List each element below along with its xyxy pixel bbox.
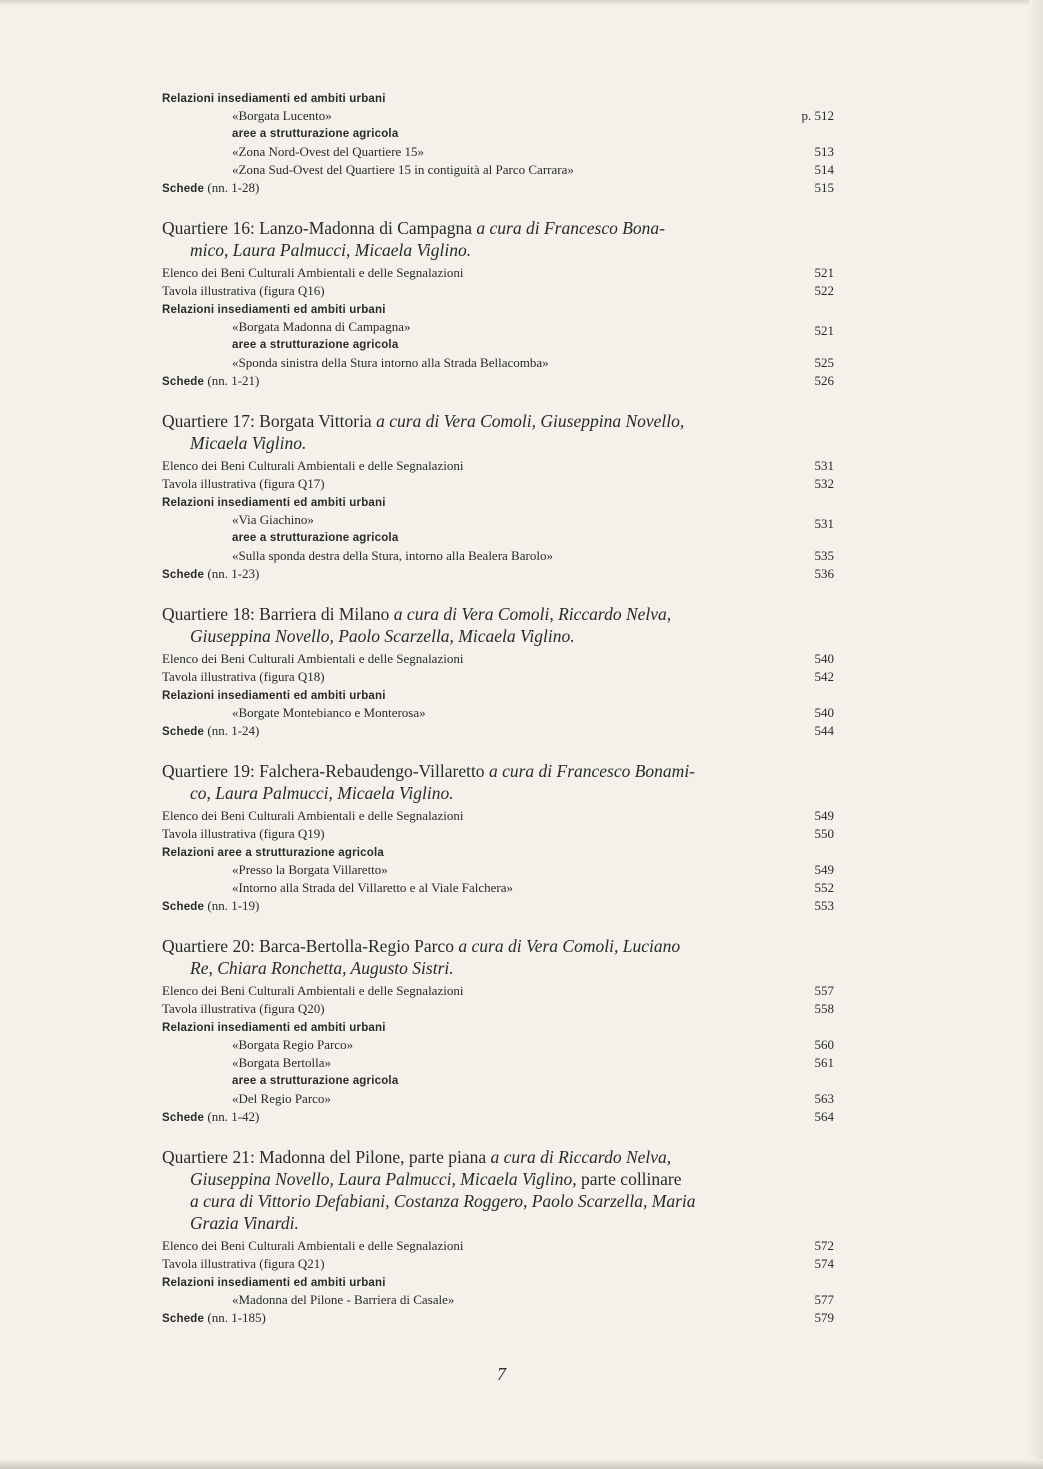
toc-entry-page: 550 [814, 826, 834, 841]
table-of-contents [162, 89, 834, 1327]
relazioni-sub-label: insediamenti ed ambiti urbani [217, 1277, 386, 1289]
section-curators-cont: Giuseppina Novello, Paolo Scarzella, Micaela Viglino. [190, 626, 575, 646]
toc-section-q18 [162, 603, 834, 740]
toc-entry-schede [162, 565, 834, 583]
toc-entry-text: «Zona Sud-Ovest del Quartiere 15 in contiguità al Parco Carrara» [232, 162, 574, 177]
toc-entry-page: 560 [814, 1037, 834, 1052]
relazioni-sub-label: insediamenti ed ambiti urbani [217, 497, 386, 509]
section-curators-cont: Micaela Viglino. [190, 433, 307, 453]
toc-section-q17 [162, 410, 834, 583]
toc-entry-page: 521 [814, 265, 834, 280]
schede-label: Schede [162, 183, 205, 195]
toc-entry-text: Elenco dei Beni Culturali Ambientali e delle Segnalazioni [162, 651, 464, 666]
section-title: Quartiere 18: Barriera di Milano [162, 604, 390, 624]
toc-entry [162, 1054, 834, 1072]
toc-entry-page: 535 [814, 548, 834, 563]
toc-entry-text: «Sponda sinistra della Stura intorno alla Strada Bellacomba» [232, 355, 549, 370]
section-title: Quartiere 16: Lanzo-Madonna di Campagna [162, 218, 473, 238]
toc-entry-page: 549 [814, 862, 834, 877]
toc-entry-page: 542 [814, 669, 834, 684]
toc-entry [162, 1090, 834, 1108]
toc-entry-page: 531 [814, 458, 834, 473]
toc-entry-text: Tavola illustrativa (figura Q20) [162, 1001, 325, 1016]
schede-label: Schede [162, 569, 205, 581]
aree-label: aree a strutturazione agricola [232, 128, 399, 140]
page-edge-right [1029, 0, 1043, 1469]
toc-entry-text: Tavola illustrativa (figura Q18) [162, 669, 325, 684]
toc-entry-text: «Borgata Madonna di Campagna» [232, 319, 411, 334]
toc-entry-page: 540 [814, 651, 834, 666]
toc-entry-page: 544 [814, 723, 834, 738]
toc-entry-page: 558 [814, 1001, 834, 1016]
section-curators: a cura di Vera Comoli, Riccardo Nelva, [393, 604, 672, 624]
toc-section-q16 [162, 217, 834, 390]
section-title: Quartiere 19: Falchera-Rebaudengo-Villaretto [162, 761, 485, 781]
relazioni-sub-label: insediamenti ed ambiti urbani [217, 304, 386, 316]
toc-entry-schede [162, 372, 834, 390]
toc-entry-text: Elenco dei Beni Culturali Ambientali e delle Segnalazioni [162, 808, 464, 823]
toc-entry [162, 1237, 834, 1255]
toc-entry-page: 552 [814, 880, 834, 895]
toc-entry [162, 300, 834, 318]
relazioni-sub-label: insediamenti ed ambiti urbani [217, 690, 386, 702]
schede-range: (nn. 1-19) [207, 898, 260, 913]
toc-entry [162, 125, 834, 143]
toc-entry-page: 564 [814, 1109, 834, 1124]
toc-entry-page: p. 512 [801, 108, 834, 123]
toc-entry [162, 861, 834, 879]
section-heading [162, 603, 834, 647]
toc-entry-page: 531 [814, 516, 834, 531]
toc-entry [162, 1000, 834, 1018]
toc-entry [162, 336, 834, 354]
section-curators-cont: co, Laura Palmucci, Micaela Viglino. [190, 783, 454, 803]
toc-entry [162, 511, 834, 529]
schede-label: Schede [162, 1112, 205, 1124]
toc-entry [162, 264, 834, 282]
toc-entry-text: Elenco dei Beni Culturali Ambientali e delle Segnalazioni [162, 265, 464, 280]
toc-entry [162, 650, 834, 668]
schede-range: (nn. 1-24) [207, 723, 260, 738]
toc-entry [162, 354, 834, 372]
schede-label: Schede [162, 376, 205, 388]
toc-entry-page: 553 [814, 898, 834, 913]
toc-entry [162, 107, 834, 125]
schede-range: (nn. 1-185) [207, 1310, 266, 1325]
toc-entry-page: 549 [814, 808, 834, 823]
toc-entry-page: 525 [814, 355, 834, 370]
toc-entry-text: Tavola illustrativa (figura Q21) [162, 1256, 325, 1271]
section-heading [162, 1146, 834, 1234]
section-curators: a cura di Francesco Bonami- [488, 761, 696, 781]
aree-label: aree a strutturazione agricola [232, 532, 399, 544]
aree-label: aree a strutturazione agricola [232, 339, 399, 351]
page-edge-bottom [0, 1459, 1043, 1469]
toc-entry [162, 161, 834, 179]
section-title: Quartiere 17: Borgata Vittoria [162, 411, 372, 431]
toc-entry-page: 561 [814, 1055, 834, 1070]
schede-range: (nn. 1-23) [207, 566, 260, 581]
toc-entry-page: 513 [814, 144, 834, 159]
toc-entry-page: 540 [814, 705, 834, 720]
toc-entry [162, 1036, 834, 1054]
schede-label: Schede [162, 901, 205, 913]
section-heading [162, 410, 834, 454]
toc-section-continued [162, 89, 834, 197]
toc-entry-schede [162, 897, 834, 915]
toc-entry-text: Tavola illustrativa (figura Q17) [162, 476, 325, 491]
schede-label: Schede [162, 726, 205, 738]
relazioni-label: Relazioni [162, 690, 215, 702]
toc-entry-text: «Borgata Lucento» [232, 108, 332, 123]
toc-entry [162, 1072, 834, 1090]
toc-entry-text: «Borgata Regio Parco» [232, 1037, 354, 1052]
relazioni-sub-label: insediamenti ed ambiti urbani [217, 93, 386, 105]
section-title: Quartiere 21: Madonna del Pilone, parte piana [162, 1147, 487, 1167]
toc-entry-page: 574 [814, 1256, 834, 1271]
schede-range: (nn. 1-21) [207, 373, 260, 388]
toc-entry-text: Tavola illustrativa (figura Q16) [162, 283, 325, 298]
toc-entry-text: Elenco dei Beni Culturali Ambientali e delle Segnalazioni [162, 983, 464, 998]
toc-entry-text: Elenco dei Beni Culturali Ambientali e delle Segnalazioni [162, 458, 464, 473]
aree-label: aree a strutturazione agricola [232, 1075, 399, 1087]
toc-entry-text: «Borgata Bertolla» [232, 1055, 332, 1070]
toc-entry [162, 704, 834, 722]
page-edge-top [0, 0, 1043, 6]
toc-entry-page: 522 [814, 283, 834, 298]
toc-entry-schede [162, 1309, 834, 1327]
toc-entry [162, 686, 834, 704]
toc-entry-text: «Sulla sponda destra della Stura, intorno alla Bealera Barolo» [232, 548, 553, 563]
toc-entry [162, 982, 834, 1000]
schede-range: (nn. 1-28) [207, 180, 260, 195]
toc-entry-page: 532 [814, 476, 834, 491]
toc-section-q21 [162, 1146, 834, 1327]
toc-entry-schede [162, 722, 834, 740]
toc-entry [162, 807, 834, 825]
toc-entry [162, 493, 834, 511]
toc-section-q20 [162, 935, 834, 1126]
toc-entry [162, 825, 834, 843]
toc-entry-text: Tavola illustrativa (figura Q19) [162, 826, 325, 841]
schede-range: (nn. 1-42) [207, 1109, 260, 1124]
section-curators: a cura di Vera Comoli, Luciano [458, 936, 681, 956]
section-heading [162, 217, 834, 261]
section-curators-cont: mico, Laura Palmucci, Micaela Viglino. [190, 240, 472, 260]
toc-entry-page: 514 [814, 162, 834, 177]
toc-entry [162, 1273, 834, 1291]
toc-entry-page: 536 [814, 566, 834, 581]
toc-entry [162, 143, 834, 161]
section-curators-cont: a cura di Vittorio Defabiani, Costanza Roggero, Paolo Scarzella, Maria [190, 1191, 696, 1211]
toc-entry [162, 1255, 834, 1273]
toc-entry [162, 843, 834, 861]
relazioni-label: Relazioni [162, 1277, 215, 1289]
toc-entry [162, 475, 834, 493]
toc-entry-page: 572 [814, 1238, 834, 1253]
toc-entry [162, 879, 834, 897]
relazioni-label: Relazioni [162, 304, 215, 316]
toc-entry-text: «Via Giachino» [232, 512, 314, 527]
toc-entry-page: 563 [814, 1091, 834, 1106]
section-heading [162, 935, 834, 979]
toc-entry-text: «Madonna del Pilone - Barriera di Casale» [232, 1292, 455, 1307]
toc-entry-page: 579 [814, 1310, 834, 1325]
toc-entry [162, 547, 834, 565]
toc-entry-text: «Zona Nord-Ovest del Quartiere 15» [232, 144, 425, 159]
toc-entry-page: 577 [814, 1292, 834, 1307]
schede-label: Schede [162, 1313, 205, 1325]
section-heading [162, 760, 834, 804]
section-title: Quartiere 20: Barca-Bertolla-Regio Parco [162, 936, 455, 956]
toc-entry-text: «Del Regio Parco» [232, 1091, 331, 1106]
toc-entry [162, 282, 834, 300]
toc-entry-page: 526 [814, 373, 834, 388]
page-number: 7 [497, 1364, 506, 1384]
toc-entry-schede [162, 1108, 834, 1126]
toc-entry-page: 515 [814, 180, 834, 195]
toc-entry-text: «Borgate Montebianco e Monterosa» [232, 705, 426, 720]
section-curators-cont: Grazia Vinardi. [190, 1213, 299, 1233]
relazioni-label: Relazioni [162, 847, 215, 859]
section-curators-cont: Giuseppina Novello, Laura Palmucci, Micaela Viglino, [190, 1169, 577, 1189]
toc-entry [162, 529, 834, 547]
toc-entry-schede [162, 179, 834, 197]
toc-entry [162, 318, 834, 336]
toc-entry-page: 521 [814, 323, 834, 338]
toc-entry-page: 557 [814, 983, 834, 998]
section-curators: a cura di Riccardo Nelva, [490, 1147, 672, 1167]
section-curators-cont: Re, Chiara Ronchetta, Augusto Sistri. [190, 958, 454, 978]
section-part-label: parte collinare [580, 1169, 682, 1189]
toc-entry [162, 668, 834, 686]
section-curators: a cura di Vera Comoli, Giuseppina Novello, [376, 411, 685, 431]
toc-entry-text: «Presso la Borgata Villaretto» [232, 862, 388, 877]
section-curators: a cura di Francesco Bona- [476, 218, 665, 238]
relazioni-sub-label: aree a strutturazione agricola [217, 847, 384, 859]
toc-entry-text: «Intorno alla Strada del Villaretto e al Viale Falchera» [232, 880, 513, 895]
toc-section-q19 [162, 760, 834, 915]
relazioni-label: Relazioni [162, 93, 215, 105]
toc-entry [162, 1291, 834, 1309]
toc-entry [162, 89, 834, 107]
relazioni-sub-label: insediamenti ed ambiti urbani [217, 1022, 386, 1034]
relazioni-label: Relazioni [162, 1022, 215, 1034]
toc-entry [162, 457, 834, 475]
toc-entry [162, 1018, 834, 1036]
relazioni-label: Relazioni [162, 497, 215, 509]
toc-entry-text: Elenco dei Beni Culturali Ambientali e delle Segnalazioni [162, 1238, 464, 1253]
